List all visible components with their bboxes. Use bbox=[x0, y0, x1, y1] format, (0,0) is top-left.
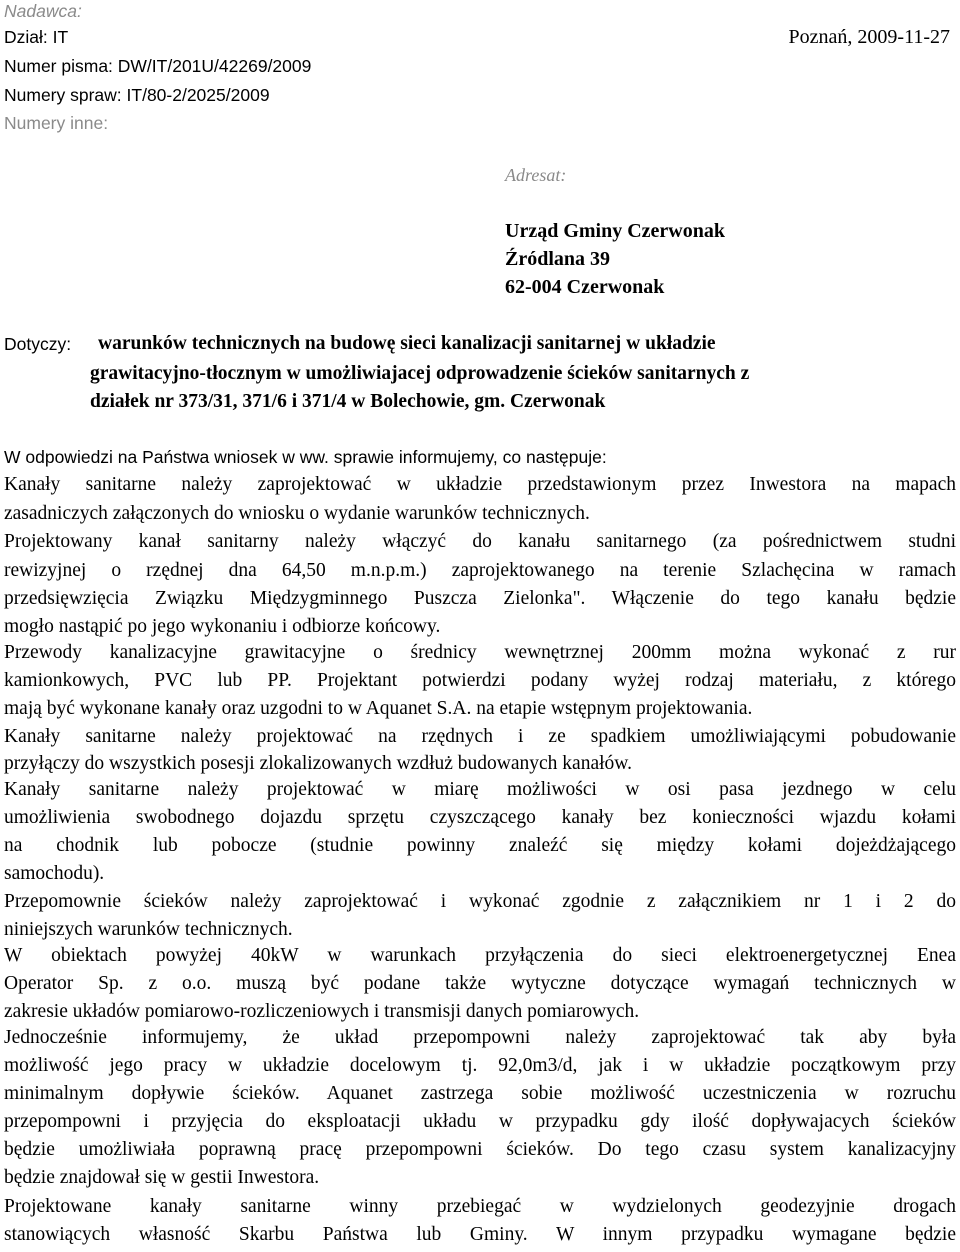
addressee-name: Urząd Gminy Czerwonak bbox=[505, 220, 725, 242]
sender-department: Dział: IT bbox=[4, 27, 69, 47]
subject-label: Dotyczy: bbox=[4, 334, 72, 354]
subject-line-1: warunków technicznych na budowę sieci kanalizacji sanitarnej w układzie bbox=[98, 333, 716, 354]
body-line: samochodu). bbox=[4, 863, 105, 884]
body-line: Projektowane kanały sanitarne winny przebiegać w wydzielonych geodezyjnie drogach bbox=[4, 1196, 956, 1217]
body-line: kamionkowych, PVC lub PP. Projektant potwierdzi podany wyżej rodzaj materiału, z którego bbox=[4, 670, 956, 691]
body-line: przyłączy do wszystkich posesji zlokalizowanych wzdłuż budowanych kanałów. bbox=[4, 753, 632, 774]
body-line: minimalnym dopływie ścieków. Aquanet zastrzega sobie możliwość uczestniczenia w rozruchu bbox=[4, 1083, 956, 1104]
body-line: zasadniczych załączonych do wniosku o wydanie warunków technicznych. bbox=[4, 503, 590, 524]
body-line: przedsięwzięcia Związku Międzygminnego Puszcza Zielonka". Włączenie do tego kanału będzie bbox=[4, 588, 956, 609]
body-line: Kanały sanitarne należy projektować w miarę możliwości w osi pasa jezdnego w celu bbox=[4, 779, 956, 800]
case-numbers: Numery spraw: IT/80-2/2025/2009 bbox=[4, 85, 270, 105]
body-line: zakresie układów pomiarowo-rozliczeniowych i transmisji danych pomiarowych. bbox=[4, 1001, 640, 1022]
body-line: na chodnik lub pobocze (studnie powinny znaleźć się między kołami dojeżdżającego bbox=[4, 835, 956, 856]
subject-line-3: działek nr 373/31, 371/6 i 371/4 w Bolechowie, gm. Czerwonak bbox=[90, 391, 606, 412]
body-line: umożliwienia swobodnego dojazdu sprzętu czyszczącego kanały bez konieczności wjazdu kołami bbox=[4, 807, 956, 828]
body-line: Przepomownie ścieków należy zaprojektować i wykonać zgodnie z załącznikiem nr 1 i 2 do bbox=[4, 891, 956, 912]
body-line: będzie umożliwiała poprawną pracę przepompowni ścieków. Do tego czasu system kanalizacyjny bbox=[4, 1139, 956, 1160]
body-line: Przewody kanalizacyjne grawitacyjne o średnicy wewnętrznej 200mm można wykonać z rur bbox=[4, 642, 956, 663]
addressee-city: 62-004 Czerwonak bbox=[505, 276, 665, 298]
body-line: Kanały sanitarne należy zaprojektować w układzie przedstawionym przez Inwestora na mapach bbox=[4, 474, 956, 495]
subject-line-2: grawitacyjno-tłocznym w umożliwiajacej odprowadzenie ścieków sanitarnych z bbox=[90, 363, 750, 384]
body-line: Operator Sp. z o.o. muszą być podane także wytyczne dotyczące wymagań technicznych w bbox=[4, 973, 956, 994]
body-line: rewizyjnej o rzędnej dna 64,50 m.n.p.m.) zaprojektowanego na terenie Szlachęcina w ramach bbox=[4, 560, 956, 581]
body-line: możliwość jego pracy w układzie docelowym tj. 92,0m3/d, jak i w układzie początkowym przy bbox=[4, 1055, 956, 1076]
addressee-label: Adresat: bbox=[505, 165, 567, 185]
body-line: przepompowni i przyjęcia do eksploatacji układu w przypadku gdy ilość dopływajacych ścieków bbox=[4, 1111, 956, 1132]
place-date: Poznań, 2009-11-27 bbox=[788, 26, 950, 48]
body-line: niniejszych warunków technicznych. bbox=[4, 919, 293, 940]
addressee-street: Źródlana 39 bbox=[505, 248, 611, 270]
body-line: mają być wykonane kanały oraz uzgodni to w Aquanet S.A. na etapie wstępnym projektowania. bbox=[4, 698, 753, 719]
body-line: będzie znajdował się w gestii Inwestora. bbox=[4, 1167, 320, 1188]
sender-label: Nadawca: bbox=[4, 1, 82, 21]
intro-line: W odpowiedzi na Państwa wniosek w ww. sprawie informujemy, co następuje: bbox=[4, 447, 607, 467]
letter-number: Numer pisma: DW/IT/201U/42269/2009 bbox=[4, 56, 312, 76]
body-line: stanowiących własność Skarbu Państwa lub Gminy. W innym przypadku wymagane będzie bbox=[4, 1224, 956, 1245]
body-line: mogło nastąpić po jego wykonaniu i odbiorze końcowy. bbox=[4, 616, 441, 637]
other-numbers-label: Numery inne: bbox=[4, 113, 109, 133]
body-line: Kanały sanitarne należy projektować na rzędnych i ze spadkiem umożliwiającymi pobudowanie bbox=[4, 726, 956, 747]
body-line: W obiektach powyżej 40kW w warunkach przyłączenia do sieci elektroenergetycznej Enea bbox=[4, 945, 956, 966]
body-line: Projektowany kanał sanitarny należy włączyć do kanału sanitarnego (za pośrednictwem studni bbox=[4, 531, 956, 552]
body-line: Jednocześnie informujemy, że układ przepompowni należy zaprojektować tak aby była bbox=[4, 1027, 956, 1048]
